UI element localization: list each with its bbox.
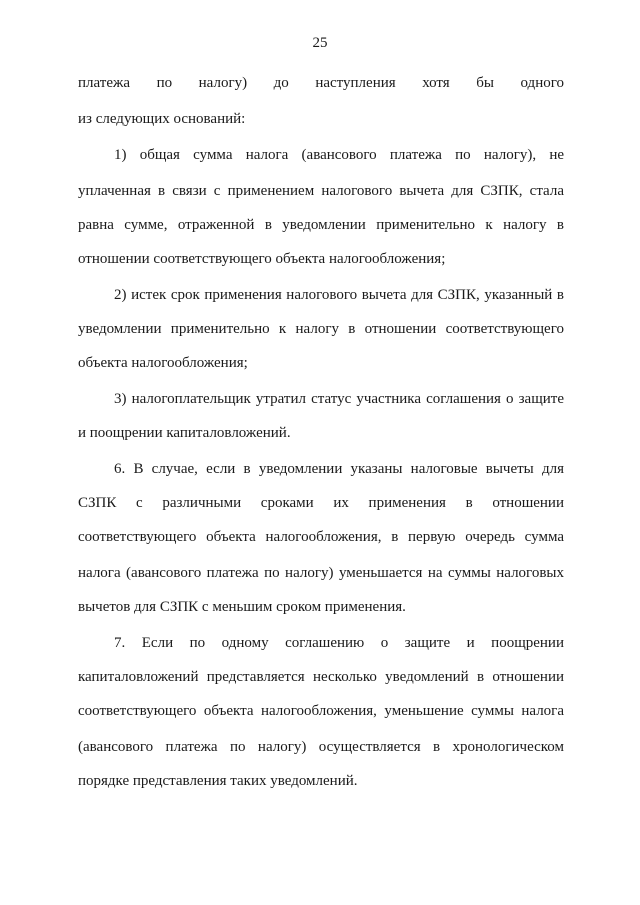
text-line: соответствующего объекта налогообложения, уменьшение суммы налога <box>78 703 564 719</box>
text-line: капиталовложений представляется несколько уведомлений в отношении <box>78 669 564 685</box>
text-line: уплаченная в связи с применением налогового вычета для СЗПК, стала <box>78 183 564 199</box>
text-line: (авансового платежа по налогу) осуществляется в хронологическом <box>78 739 564 755</box>
text-line: соответствующего объекта налогообложения, в первую очередь сумма <box>78 529 564 545</box>
text-line: 6. В случае, если в уведомлении указаны налоговые вычеты для <box>114 461 564 477</box>
text-line: 2) истек срок применения налогового вычета для СЗПК, указанный в <box>114 287 564 303</box>
text-line: порядке представления таких уведомлений. <box>78 773 358 789</box>
text-line: объекта налогообложения; <box>78 355 248 371</box>
text-line: СЗПК с различными сроками их применения в отношении <box>78 495 564 511</box>
text-line: 1) общая сумма налога (авансового платежа по налогу), не <box>114 147 564 163</box>
page-number: 25 <box>312 35 328 51</box>
text-line: 3) налогоплательщик утратил статус участника соглашения о защите <box>114 391 564 407</box>
text-line: отношении соответствующего объекта налогообложения; <box>78 251 446 267</box>
text-line: из следующих оснований: <box>78 111 246 127</box>
text-line: уведомлении применительно к налогу в отношении соответствующего <box>78 321 564 337</box>
text-line: вычетов для СЗПК с меньшим сроком применения. <box>78 599 406 615</box>
text-line: и поощрении капиталовложений. <box>78 425 291 441</box>
text-line: платежа по налогу) до наступления хотя бы одного <box>78 75 564 91</box>
text-line: равна сумме, отраженной в уведомлении применительно к налогу в <box>78 217 564 233</box>
text-line: налога (авансового платежа по налогу) уменьшается на суммы налоговых <box>78 565 564 581</box>
text-line: 7. Если по одному соглашению о защите и поощрении <box>114 635 564 651</box>
